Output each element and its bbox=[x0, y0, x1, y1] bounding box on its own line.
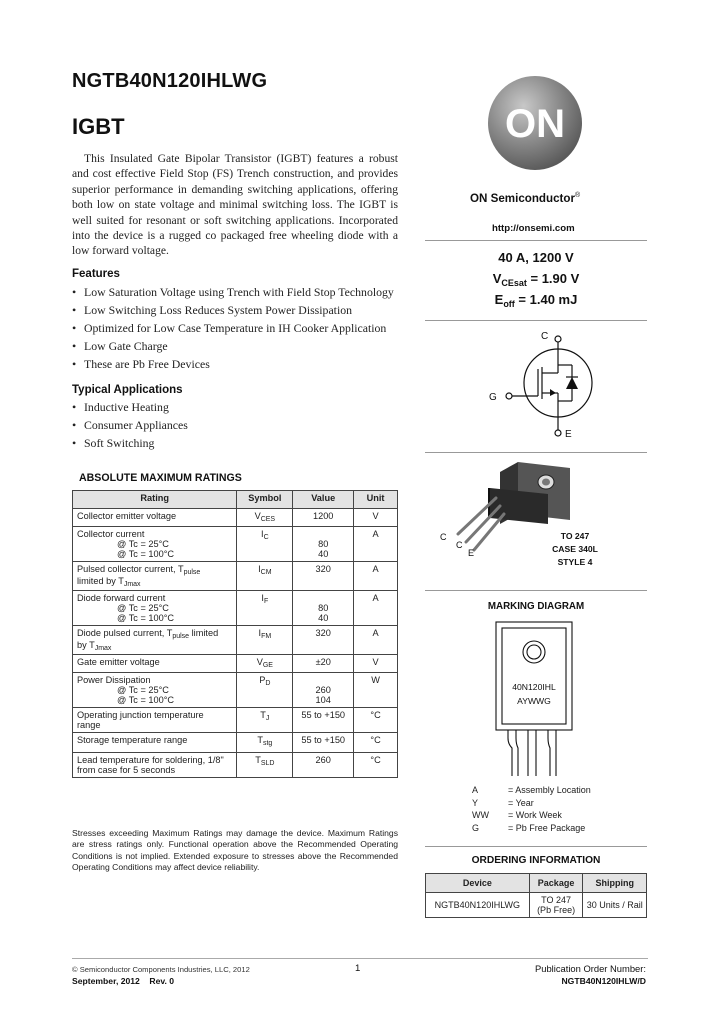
column-header: Unit bbox=[354, 491, 398, 509]
spec-eoff: $E_{off} = 1.40$ mJ bbox=[494, 292, 578, 309]
symbol-cell: $I_C$ bbox=[237, 527, 293, 562]
value-cell: 320 bbox=[293, 626, 354, 655]
part-number: NGTB40N120IHLWG bbox=[72, 70, 268, 92]
value-cell: 1200 bbox=[293, 509, 354, 527]
marking-diagram-title: MARKING DIAGRAM bbox=[487, 601, 585, 612]
unit-cell: V bbox=[354, 655, 398, 673]
symbol-cell: $T_J$ bbox=[237, 708, 293, 733]
unit-cell: °C bbox=[354, 733, 398, 753]
on-logo bbox=[486, 74, 584, 172]
table-row bbox=[73, 673, 398, 708]
package-pin-c2-label: C bbox=[456, 540, 463, 550]
company-name: ON Semiconductor® bbox=[470, 192, 581, 205]
value-cell: 260 bbox=[293, 753, 354, 778]
table-row bbox=[73, 527, 398, 562]
value-cell: 55 to +150 bbox=[293, 708, 354, 733]
symbol-cell: $T_{stg}$ bbox=[237, 733, 293, 753]
rating-cell: Diode forward current @ Tc = 25°C @ Tc = 100°C bbox=[73, 591, 237, 626]
symbol-cell: $P_D$ bbox=[237, 673, 293, 708]
unit-cell: V bbox=[354, 509, 398, 527]
applications-list bbox=[72, 398, 402, 452]
applications-heading: Typical Applications bbox=[72, 384, 183, 396]
footer-copyright: © Semiconductor Components Industries, LLC, 2012 bbox=[72, 965, 250, 974]
divider bbox=[425, 452, 647, 453]
feature-item: • Low Switching Loss Reduces System Power Dissipation bbox=[72, 301, 402, 319]
package-case: CASE 340L bbox=[552, 544, 598, 554]
logo-text: ON bbox=[505, 102, 565, 146]
divider bbox=[425, 846, 647, 847]
column-header: Shipping bbox=[583, 874, 647, 893]
package-name: TO 247 bbox=[560, 531, 590, 541]
marking-line-2: AYWWG bbox=[517, 696, 551, 706]
ratings-note: Stresses exceeding Maximum Ratings may damage the device. Maximum Ratings are stress ratings only. Functional operation above the Recommended Operating Conditions is not implied. Extended exposure to stresses above the Recommended Operating Conditions may affect device reliability. bbox=[72, 828, 398, 873]
feature-item: • Low Saturation Voltage using Trench with Field Stop Technology bbox=[72, 283, 402, 301]
rating-cell: Pulsed collector current, $T_{pulse}$ limited by $T_{Jmax}$ bbox=[73, 562, 237, 591]
symbol-cell: $I_{FM}$ bbox=[237, 626, 293, 655]
symbol-cell: $I_{CM}$ bbox=[237, 562, 293, 591]
divider bbox=[425, 240, 647, 241]
package-style: STYLE 4 bbox=[557, 557, 593, 567]
table-row bbox=[73, 733, 398, 753]
value-cell: 320 bbox=[293, 562, 354, 591]
ratings-header-row bbox=[73, 491, 398, 509]
table-row bbox=[73, 708, 398, 733]
pin-g-label: G bbox=[489, 392, 497, 403]
symbol-cell: $I_F$ bbox=[237, 591, 293, 626]
marking-line-1: 40N120IHL bbox=[512, 682, 556, 692]
pin-c-label: C bbox=[541, 331, 549, 342]
symbol-cell: $V_{GE}$ bbox=[237, 655, 293, 673]
package-pin-c-label: C bbox=[440, 532, 447, 542]
publication-label: Publication Order Number: bbox=[535, 963, 646, 974]
table-row bbox=[426, 893, 647, 918]
ordering-title: ORDERING INFORMATION bbox=[471, 855, 601, 866]
unit-cell: °C bbox=[354, 708, 398, 733]
features-heading: Features bbox=[72, 268, 120, 280]
rating-cell: Operating junction temperature range bbox=[73, 708, 237, 733]
column-header: Package bbox=[529, 874, 583, 893]
page-number: 1 bbox=[355, 963, 361, 974]
ratings-table bbox=[72, 490, 398, 778]
ordering-header-row bbox=[426, 874, 647, 893]
value-cell: 80 40 bbox=[293, 527, 354, 562]
rating-cell: Gate emitter voltage bbox=[73, 655, 237, 673]
unit-cell: A bbox=[354, 591, 398, 626]
feature-item: • Optimized for Low Case Temperature in IH Cooker Application bbox=[72, 319, 402, 337]
table-row bbox=[73, 753, 398, 778]
igbt-schematic bbox=[480, 325, 610, 445]
unit-cell: A bbox=[354, 562, 398, 591]
column-header: Symbol bbox=[237, 491, 293, 509]
package-cell: TO 247 (Pb Free) bbox=[529, 893, 583, 918]
value-cell: ±20 bbox=[293, 655, 354, 673]
publication-number: NGTB40N120IHLW/D bbox=[561, 976, 646, 986]
divider bbox=[425, 320, 647, 321]
features-list bbox=[72, 283, 402, 373]
column-header: Value bbox=[293, 491, 354, 509]
package-drawing bbox=[430, 458, 580, 558]
pin-e-label: E bbox=[565, 429, 572, 440]
table-row bbox=[73, 591, 398, 626]
unit-cell: A bbox=[354, 626, 398, 655]
company-url[interactable]: http://onsemi.com bbox=[492, 223, 575, 234]
footer-divider bbox=[72, 958, 648, 959]
intro-paragraph: This Insulated Gate Bipolar Transistor (IGBT) features a robust and cost effective Field Stop (FS) Trench construction, and provides superior performance in demanding switching applications, offering both low on state voltage and minimal switching loss. The IGBT is well suited for resonant or soft switching applications. Incorporated into the device is a rugged co packaged free wheeling diode with a low forward voltage. bbox=[72, 152, 398, 258]
application-item: • Inductive Heating bbox=[72, 398, 402, 416]
column-header: Rating bbox=[73, 491, 237, 509]
value-cell: 55 to +150 bbox=[293, 733, 354, 753]
rating-cell: Lead temperature for soldering, 1/8" from case for 5 seconds bbox=[73, 753, 237, 778]
rating-cell: Power Dissipation @ Tc = 25°C @ Tc = 100°C bbox=[73, 673, 237, 708]
marking-diagram bbox=[488, 618, 580, 780]
table-row bbox=[73, 509, 398, 527]
column-header: Device bbox=[426, 874, 530, 893]
package-pin-e-label: E bbox=[468, 548, 475, 558]
shipping-cell: 30 Units / Rail bbox=[583, 893, 647, 918]
unit-cell: °C bbox=[354, 753, 398, 778]
rating-cell: Collector emitter voltage bbox=[73, 509, 237, 527]
spec-rating: 40 A, 1200 V bbox=[498, 250, 574, 265]
rating-cell: Storage temperature range bbox=[73, 733, 237, 753]
value-cell: 260 104 bbox=[293, 673, 354, 708]
symbol-cell: $T_{SLD}$ bbox=[237, 753, 293, 778]
ratings-title: ABSOLUTE MAXIMUM RATINGS bbox=[79, 472, 242, 484]
application-item: • Consumer Appliances bbox=[72, 416, 402, 434]
divider bbox=[425, 590, 647, 591]
application-item: • Soft Switching bbox=[72, 434, 402, 452]
spec-vcesat: $V_{CEsat} = 1.90$ V bbox=[492, 271, 580, 288]
device-cell: NGTB40N120IHLWG bbox=[426, 893, 530, 918]
ordering-table bbox=[425, 873, 647, 918]
document-title: IGBT bbox=[72, 114, 125, 139]
symbol-cell: $V_{CES}$ bbox=[237, 509, 293, 527]
table-row bbox=[73, 562, 398, 591]
feature-item: • These are Pb Free Devices bbox=[72, 355, 402, 373]
feature-item: • Low Gate Charge bbox=[72, 337, 402, 355]
table-row bbox=[73, 655, 398, 673]
footer-date: September, 2012 Rev. 0 bbox=[72, 976, 175, 986]
unit-cell: A bbox=[354, 527, 398, 562]
value-cell: 80 40 bbox=[293, 591, 354, 626]
rating-cell: Collector current @ Tc = 25°C @ Tc = 100°C bbox=[73, 527, 237, 562]
unit-cell: W bbox=[354, 673, 398, 708]
table-row bbox=[73, 626, 398, 655]
rating-cell: Diode pulsed current, $T_{pulse}$ limited by $T_{Jmax}$ bbox=[73, 626, 237, 655]
